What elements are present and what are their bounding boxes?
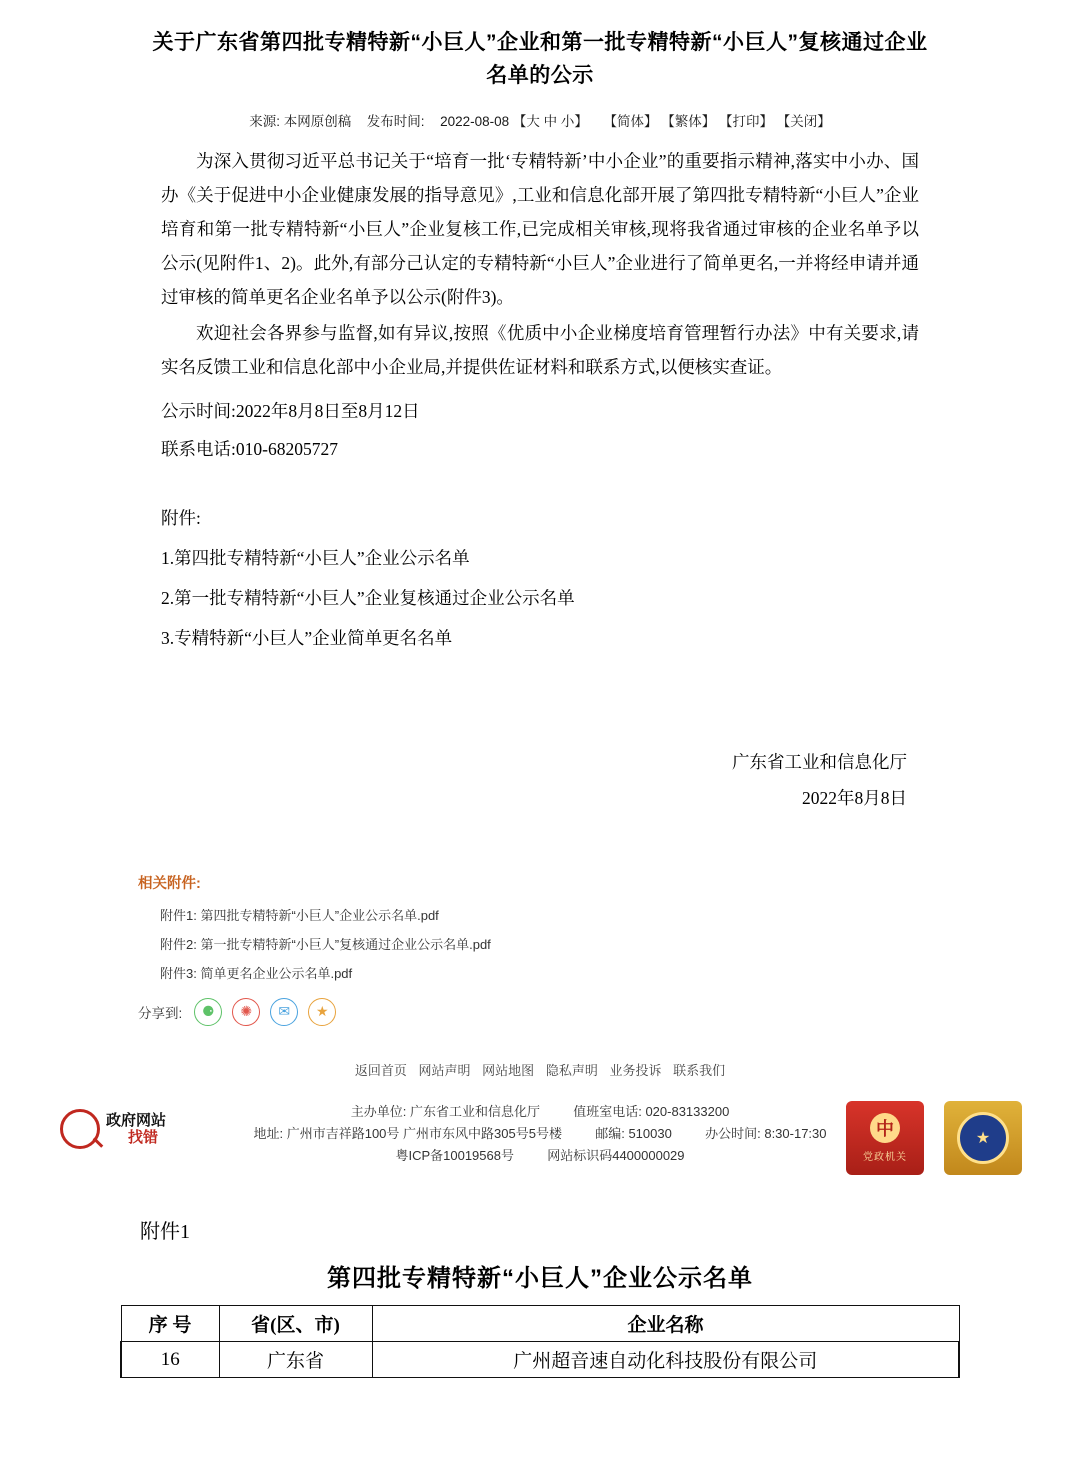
icp-number[interactable]: 粤ICP备10019568号 xyxy=(395,1148,514,1163)
attachment1-section xyxy=(0,1215,1080,1378)
zip-label: 邮编: xyxy=(595,1126,625,1141)
weibo-icon[interactable]: ✺ xyxy=(232,998,260,1026)
signature-org: 广东省工业和信息化厅 xyxy=(732,752,907,772)
attachment1-title: 第四批专精特新“小巨人”企业公示名单 xyxy=(327,1265,753,1292)
footer-link-complaint[interactable]: 业务投诉 xyxy=(609,1063,662,1078)
publish-value: 2022-08-08 xyxy=(440,114,510,129)
cell-no: 16 xyxy=(121,1342,219,1378)
seal-center-char: 中 xyxy=(870,1113,900,1143)
spacer-2 xyxy=(161,468,919,498)
article-body xyxy=(161,130,919,816)
footer-link-statement[interactable]: 网站声明 xyxy=(418,1063,471,1078)
duty-value: 020-83133200 xyxy=(645,1104,730,1119)
footer-link-home[interactable]: 返回首页 xyxy=(354,1063,407,1078)
spacer-3 xyxy=(161,658,919,744)
share-label: 分享到: xyxy=(138,1006,183,1021)
close-link[interactable]: 【关闭】 xyxy=(776,114,831,129)
cell-company-name: 广州超音速自动化科技股份有限公司 xyxy=(372,1342,959,1378)
document-page xyxy=(0,26,1080,1466)
attachment1-table xyxy=(120,1305,960,1378)
font-size-group[interactable]: 【大 中 小】 xyxy=(512,114,588,129)
footer-link-privacy[interactable]: 隐私声明 xyxy=(545,1063,598,1078)
police-badge-icon[interactable] xyxy=(944,1101,1022,1175)
simplified-link[interactable]: 【简体】 xyxy=(603,114,658,129)
related-attachments xyxy=(138,872,978,1026)
article-meta xyxy=(0,110,1080,130)
notice-period: 公示时间:2022年8月8日至8月12日 xyxy=(161,401,420,421)
office-value: 8:30-17:30 xyxy=(764,1126,827,1141)
attachment-item-3: 3.专精特新“小巨人”企业简单更名名单 xyxy=(161,628,453,648)
traditional-link[interactable]: 【繁体】 xyxy=(661,114,716,129)
source-value: 本网原创稿 xyxy=(283,114,352,129)
table-header-row xyxy=(121,1306,959,1342)
related-title: 相关附件: xyxy=(138,876,201,892)
print-link[interactable]: 【打印】 xyxy=(719,114,773,129)
column-header-province: 省(区、市) xyxy=(219,1306,372,1342)
column-header-company: 企业名称 xyxy=(372,1306,959,1342)
address-value: 广州市吉祥路100号 广州市东风中路305号5号楼 xyxy=(286,1126,562,1141)
paragraph-1: 为深入贯彻习近平总书记关于“培育一批‘专精特新’中小企业”的重要指示精神,落实中小办、国办《关于促进中小企业健康发展的指导意见》,工业和信息化部开展了第四批专精特新“小巨人”企业培育和第一批专精特新“小巨人”企业复核工作,已完成相关审核,现将我省通过审核的企业名单予以公示(见附件1、2)。此外,有部分己认定的专精特新“小巨人”企业进行了简单更名,一并将经申请并通过审核的简单更名企业名单予以公示(附件3)。 xyxy=(161,151,919,307)
contact-phone: 联系电话:010-68205727 xyxy=(161,439,338,459)
column-header-no: 序 号 xyxy=(121,1306,219,1342)
share-icon-group xyxy=(194,998,336,1026)
footer-links xyxy=(0,1060,1080,1079)
address-label: 地址: xyxy=(253,1126,284,1141)
footer-info xyxy=(0,1095,1080,1187)
seal-label: 党政机关 xyxy=(863,1152,907,1163)
share-row xyxy=(138,998,978,1026)
office-label: 办公时间: xyxy=(705,1126,761,1141)
cell-province: 广东省 xyxy=(219,1342,372,1378)
attachment1-label: 附件1 xyxy=(140,1221,190,1243)
table-row xyxy=(121,1342,959,1378)
gov-badge-line2: 找错 xyxy=(128,1129,159,1146)
duty-label: 值班室电话: xyxy=(573,1104,642,1119)
host-label: 主办单位: xyxy=(350,1104,407,1119)
favorite-star-icon[interactable]: ★ xyxy=(308,998,336,1026)
site-id[interactable]: 网站标识码4400000029 xyxy=(547,1148,685,1163)
source-label: 来源: xyxy=(249,114,280,129)
footer-link-sitemap[interactable]: 网站地图 xyxy=(482,1063,535,1078)
gov-badge-line1: 政府网站 xyxy=(106,1112,167,1129)
signature-date: 2022年8月8日 xyxy=(802,788,907,808)
related-file-3[interactable]: 附件3: 简单更名企业公示名单.pdf xyxy=(160,966,353,981)
zip-value: 510030 xyxy=(628,1126,672,1141)
page-title: 关于广东省第四批专精特新“小巨人”企业和第一批专精特新“小巨人”复核通过企业名单的公示 xyxy=(152,31,928,87)
footer-link-contact[interactable]: 联系我们 xyxy=(673,1063,726,1078)
wechat-icon[interactable]: ⚈ xyxy=(194,998,222,1026)
attachment-item-1: 1.第四批专精特新“小巨人”企业公示名单 xyxy=(161,548,470,568)
party-gov-seal-icon[interactable] xyxy=(846,1101,924,1175)
qq-icon[interactable]: ✉ xyxy=(270,998,298,1026)
related-file-2[interactable]: 附件2: 第一批专精特新“小巨人”复核通过企业公示名单.pdf xyxy=(160,937,491,952)
attachment-item-2: 2.第一批专精特新“小巨人”企业复核通过企业公示名单 xyxy=(161,588,575,608)
publish-label: 发布时间: xyxy=(366,114,425,129)
police-badge-inner: ★ xyxy=(957,1112,1009,1164)
attachment-heading: 附件: xyxy=(161,508,201,528)
host-value: 广东省工业和信息化厅 xyxy=(409,1104,540,1119)
related-file-1[interactable]: 附件1: 第四批专精特新“小巨人”企业公示名单.pdf xyxy=(160,908,439,923)
paragraph-2: 欢迎社会各界参与监督,如有异议,按照《优质中小企业梯度培育管理暂行办法》中有关要求,请实名反馈工业和信息化部中小企业局,并提供佐证材料和联系方式,以便核实查证。 xyxy=(161,323,919,377)
